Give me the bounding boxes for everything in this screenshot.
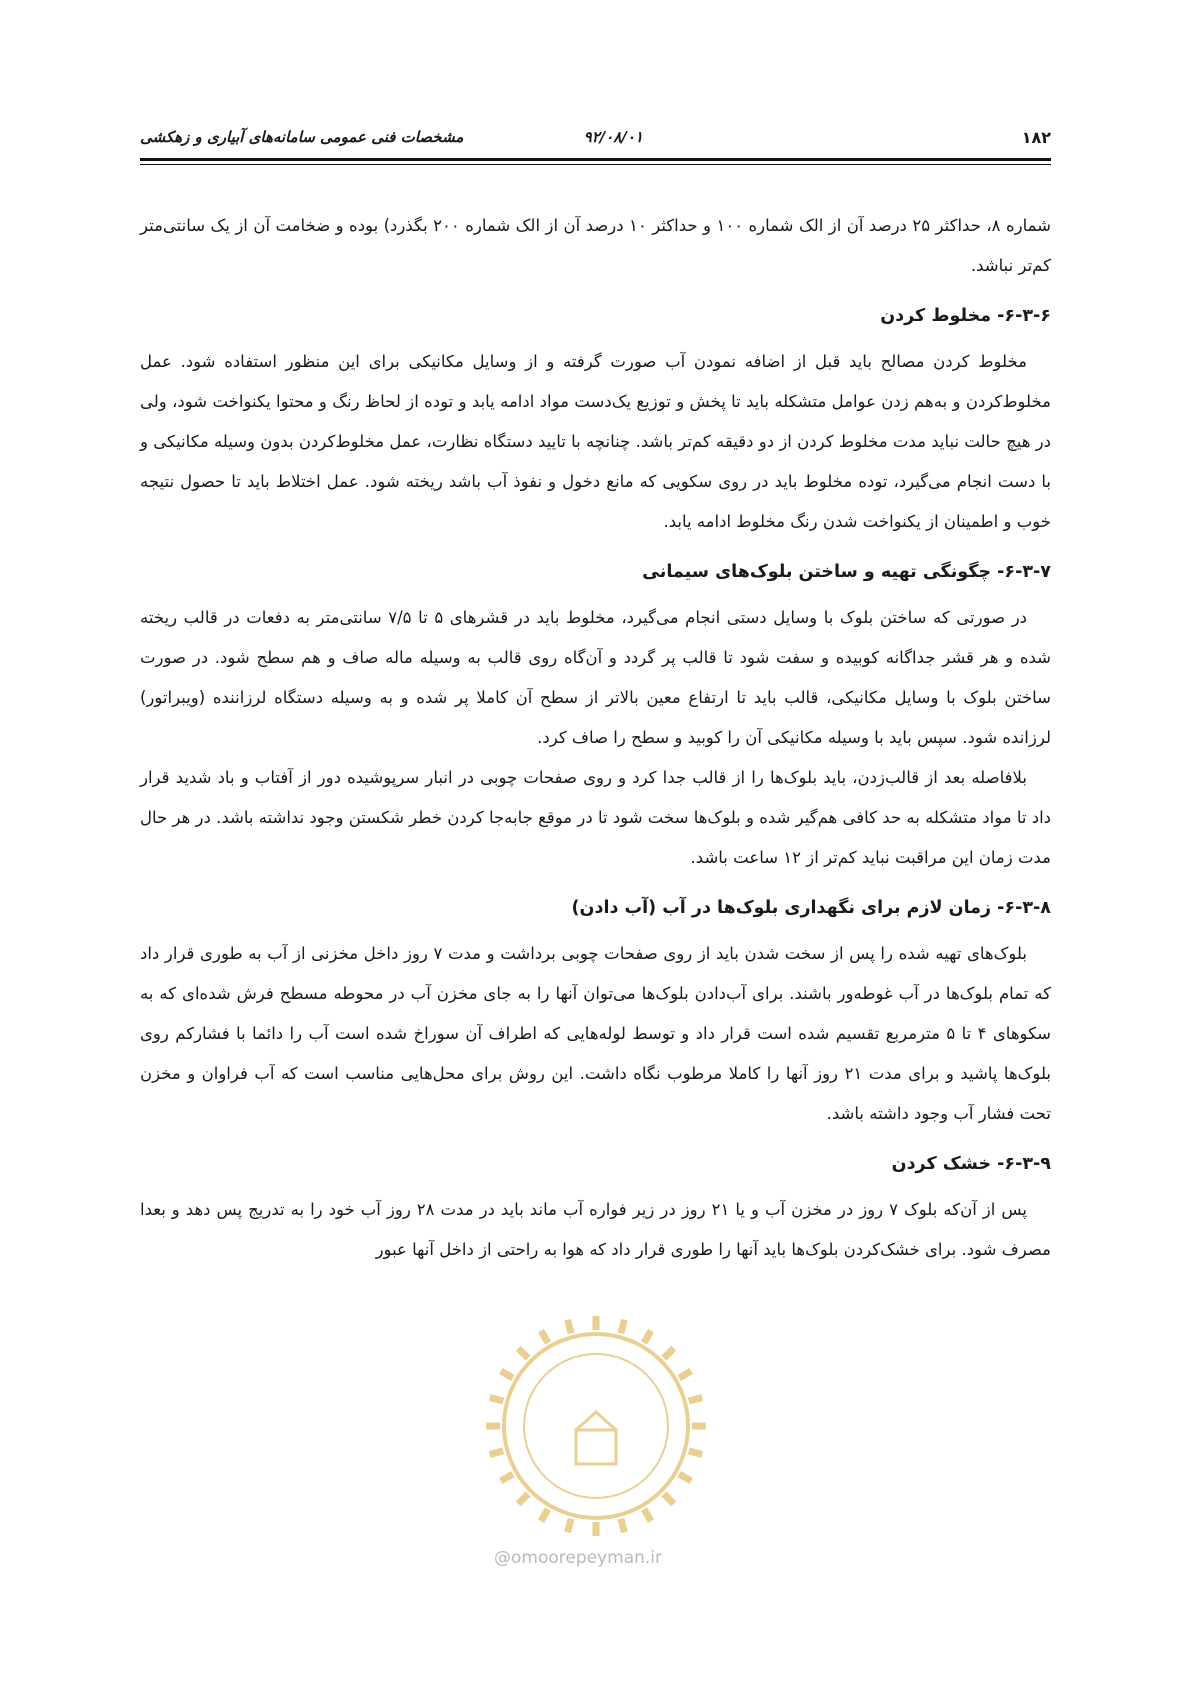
header-rule-thick (140, 158, 1051, 161)
paragraph: بلوک‌های تهیه شده را پس از سخت شدن باید از روی صفحات چوبی برداشت و مدت ۷ روز داخل مخزنی از آب به طوری قرار داد که تمام بلوک‌ها در آب غوطه‌ور باشند. برای آب‌دادن بلوک‌ها می‌توان آنها را به جای مخزن آب در محوطه مسطح فرش شده‌ای که به سکوهای ۴ تا ۵ مترمربع تقسیم شده است قرار داد و توسط لوله‌هایی که اطراف آن سوراخ شده است آب را دائما با فشارکم روی بلوک‌ها پاشید و برای مدت ۲۱ روز آنها را کاملا مرطوب نگاه داشت. این روش برای محل‌هایی مناسب است که آب فراوان و مخزن تحت فشار آب وجود داشته باشد. (140, 944, 1052, 1123)
gear-tooth (664, 1494, 674, 1504)
gear-tooth (644, 1331, 651, 1343)
gear-tooth (621, 1519, 625, 1533)
watermark-emblem (576, 1430, 616, 1464)
gear-tooth (568, 1519, 572, 1533)
section-heading: ۶-۳-۷- چگونگی تهیه و ساختن بلوک‌های سیمانی (642, 562, 1051, 582)
gear-tooth (541, 1509, 548, 1521)
watermark-seal-icon (480, 1310, 712, 1542)
section-heading: ۶-۳-۶- مخلوط کردن (880, 306, 1051, 326)
header-rule-thin (140, 164, 1051, 165)
gear-tooth (689, 1398, 703, 1402)
at-icon: @ (493, 1548, 511, 1568)
paragraph: بلافاصله بعد از قالب‌زدن، باید بلوک‌ها را از قالب جدا کرد و روی صفحات چوبی در انبار سرپوشیده دور از آفتاب و باد شدید قرار داد تا مواد متشکله به حد کافی هم‌گیر شده و بلوک‌ها سخت شود تا در موقع جابه‌جا کردن خطر شکستن وجود نداشته باشد. در هر حال مدت زمان این مراقبت نباید کم‌تر از ۱۲ ساعت باشد. (140, 768, 1051, 867)
gear-tooth (644, 1509, 651, 1521)
section-heading: ۶-۳-۹- خشک کردن (891, 1154, 1051, 1174)
gear-tooth (664, 1348, 674, 1358)
gear-tooth (541, 1331, 548, 1343)
gear-tooth (689, 1451, 703, 1455)
watermark-url: @omoorepeyman.ir (493, 1548, 663, 1568)
gear-tooth (490, 1451, 504, 1455)
gear-tooth (679, 1474, 691, 1481)
paragraph: شماره ۸، حداکثر ۲۵ درصد آن از الک شماره ۱۰۰ و حداکثر ۱۰ درصد آن از الک شماره ۲۰۰ بگذرد) بوده و ضخامت آن از یک سانتی‌متر کم‌تر نباشد. (140, 216, 1051, 275)
gear-tooth (501, 1371, 513, 1378)
gear-tooth (679, 1371, 691, 1378)
gear-tooth (490, 1398, 504, 1402)
header-title: مشخصات فنی عمومی سامانه‌های آبیاری و زهکشی (140, 128, 464, 146)
gear-tooth (518, 1494, 528, 1504)
gear-tooth (568, 1320, 572, 1334)
watermark-ring (504, 1334, 688, 1518)
page-number: ۱۸۲ (1021, 128, 1051, 147)
page-header (140, 126, 1051, 156)
watermark-inner-ring (524, 1354, 668, 1498)
gear-tooth (518, 1348, 528, 1358)
paragraph: مخلوط کردن مصالح باید قبل از اضافه نمودن آب صورت گرفته و از وسایل مکانیکی برای این منظور استفاده شود. عمل مخلوط‌کردن و به‌هم زدن عوامل متشکله باید تا پخش و توزیع یک‌دست مواد ادامه یابد و توده از لحاظ رنگ و محتوا یکنواخت شود، ولی در هیچ حالت نباید مدت مخلوط کردن از دو دقیقه کم‌تر باشد. چنانچه با تایید دستگاه نظارت، عمل مخلوط‌کردن بدون وسیله مکانیکی و با دست انجام می‌گیرد، توده مخلوط باید در روی سکویی که مانع دخول و نفوذ آب باشد ریخته شود. عمل اختلاط باید تا حصول نتیجه خوب و اطمینان از یکنواخت شدن رنگ مخلوط ادامه یابد. (140, 352, 1051, 531)
section-heading: ۶-۳-۸- زمان لازم برای نگهداری بلوک‌ها در آب (آب دادن) (571, 898, 1051, 918)
gear-tooth (621, 1320, 625, 1334)
header-date: ۹۲/۰۸/۰۱ (583, 128, 643, 146)
paragraph: پس از آن‌که بلوک ۷ روز در مخزن آب و یا ۲۱ روز در زیر فواره آب ماند باید در مدت ۲۸ روز آب خود را به تدریج پس دهد و بعدا مصرف شود. برای خشک‌کردن بلوک‌ها باید آنها را طوری قرار داد که هوا به راحتی از داخل آنها عبور (140, 1200, 1051, 1259)
body-content (140, 206, 1051, 1270)
paragraph: در صورتی که ساختن بلوک با وسایل دستی انجام می‌گیرد، مخلوط باید در قشرهای ۵ تا ۷/۵ سانتی‌متر به دفعات در قالب ریخته شده و هر قشر جداگانه کوبیده و سفت شود تا قالب پر گردد و آن‌گاه روی قالب به وسیله ماله صاف و هم سطح شود. در صورت ساختن بلوک با وسایل مکانیکی، قالب باید تا ارتفاع معین بالاتر از سطح آن کاملا پر شده و به وسیله دستگاه لرزاننده (ویبراتور) لرزانده شود. سپس باید با وسیله مکانیکی آن را کوبید و سطح را صاف کرد. (140, 608, 1051, 747)
gear-tooth (501, 1474, 513, 1481)
